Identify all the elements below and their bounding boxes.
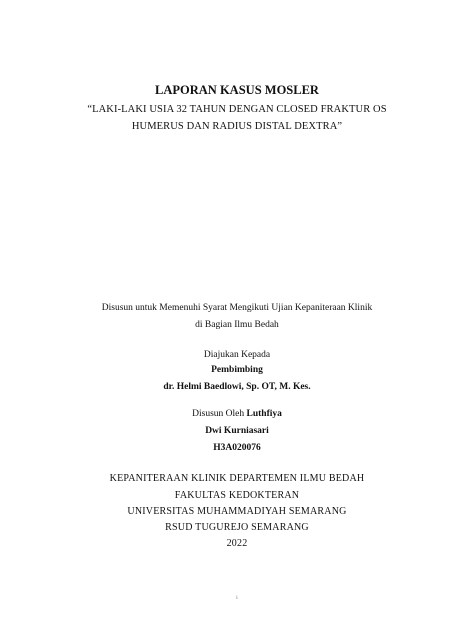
institution-university: UNIVERSITAS MUHAMMADIYAH SEMARANG	[127, 506, 347, 517]
author-line	[0, 410, 474, 420]
institution-faculty: FAKULTAS KEDOKTERAN	[174, 490, 300, 501]
purpose-line-2: di Bagian Ilmu Bedah	[195, 320, 279, 330]
report-subtitle-line-1: “LAKI-LAKI USIA 32 TAHUN DENGAN CLOSED FRAKTUR OS	[87, 104, 387, 115]
author-last-name: Dwi Kurniasari	[205, 426, 269, 436]
advisor-role: Pembimbing	[211, 365, 263, 375]
submitted-to-label: Diajukan Kepada	[203, 350, 271, 360]
author-first-name: Luthfiya	[246, 409, 282, 419]
student-id: H3A020076	[213, 443, 261, 453]
document-year: 2022	[226, 538, 248, 549]
purpose-line-1: Disusun untuk Memenuhi Syarat Mengikuti Ujian Kepaniteraan Klinik	[101, 303, 373, 313]
institution-department: KEPANITERAAN KLINIK DEPARTEMEN ILMU BEDAH	[109, 473, 365, 484]
report-title: LAPORAN KASUS MOSLER	[155, 83, 319, 97]
report-subtitle-line-2: HUMERUS DAN RADIUS DISTAL DEXTRA”	[131, 121, 343, 132]
page-number: i	[236, 596, 238, 601]
institution-hospital: RSUD TUGUREJO SEMARANG	[165, 522, 309, 533]
advisor-name: dr. Helmi Baedlowi, Sp. OT, M. Kes.	[163, 382, 311, 392]
author-prefix: Disusun Oleh	[192, 409, 245, 419]
